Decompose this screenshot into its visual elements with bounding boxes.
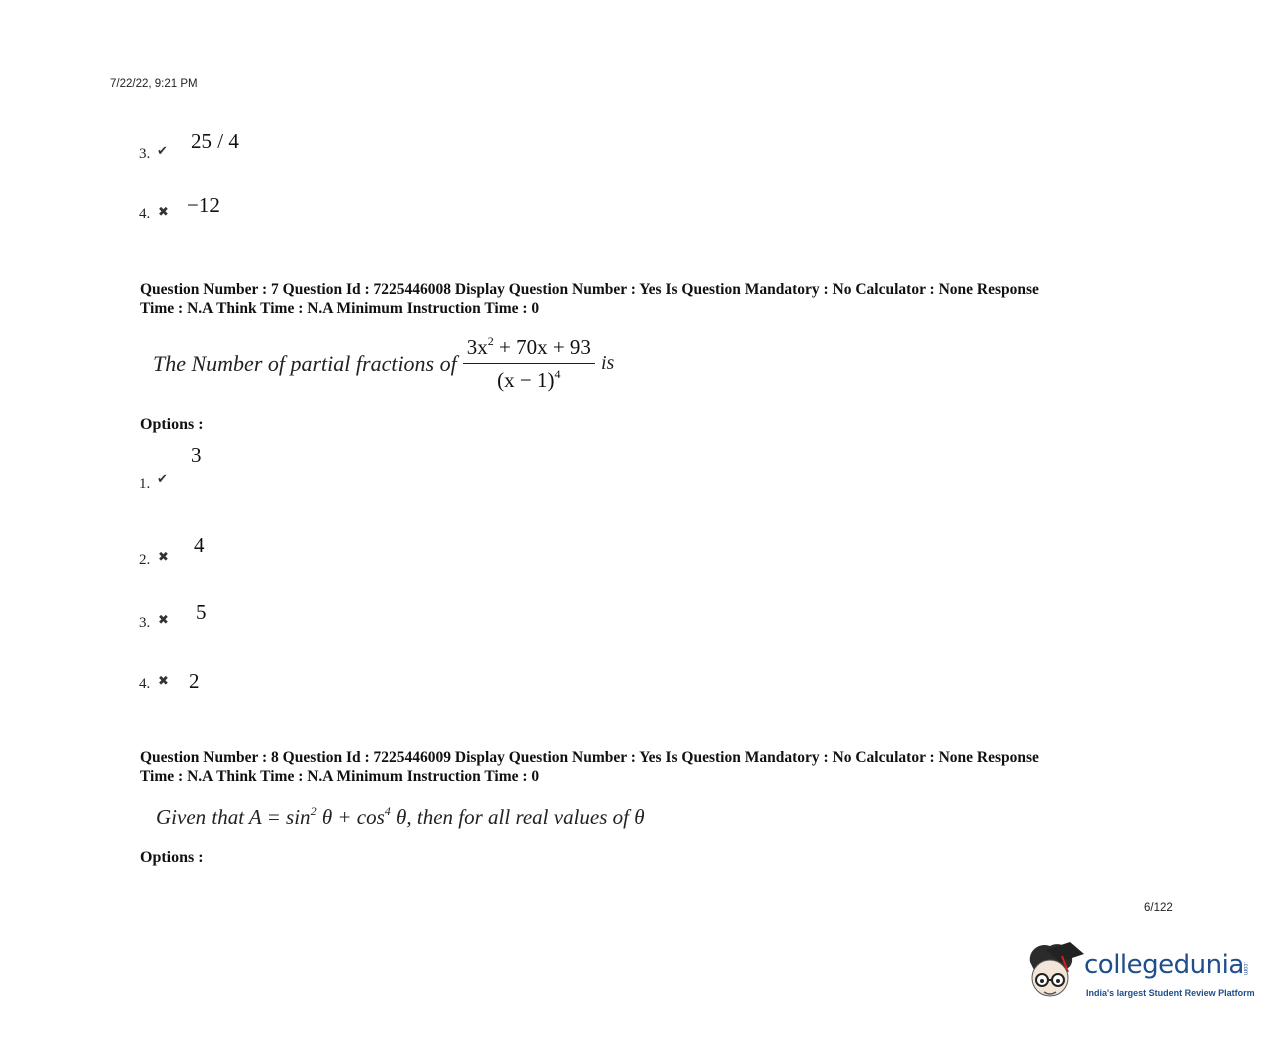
correct-check-icon: ✔ (157, 472, 168, 487)
fraction (463, 334, 595, 393)
option-value: 3 (191, 443, 202, 467)
option-value: 2 (189, 669, 200, 693)
collegedunia-logo-text: collegedunia (1084, 950, 1244, 980)
print-timestamp: 7/22/22, 9:21 PM (110, 78, 198, 90)
option-number: 3. (139, 146, 151, 162)
option-number: 1. (139, 476, 151, 492)
logo-domain-suffix: .com (1242, 962, 1248, 976)
collegedunia-mascot-icon (1024, 940, 1084, 1004)
option-value: 4 (194, 533, 205, 557)
page-number: 6/122 (1144, 902, 1173, 914)
fraction-numerator: $3x^2 + 70x + 93$ (463, 334, 595, 364)
question-text: The Number of partial fractions of (153, 350, 457, 376)
options-label: Options : (140, 849, 204, 866)
question-header-line: Question Number : 7 Question Id : 7225446008 Display Question Number : Yes Is Question Mandatory : No Calculator : None Response (140, 281, 1039, 298)
wrong-cross-icon: ✖ (158, 613, 169, 628)
option-number: 4. (139, 676, 151, 692)
wrong-cross-icon: ✖ (158, 550, 169, 565)
option-value: 25 / 4 (191, 129, 239, 153)
question-7-equation (153, 334, 614, 393)
question-header-line: Time : N.A Think Time : N.A Minimum Instruction Time : 0 (140, 300, 540, 317)
option-value: 5 (196, 600, 207, 624)
question-header-line: Time : N.A Think Time : N.A Minimum Instruction Time : 0 (140, 768, 540, 785)
collegedunia-tagline: India's largest Student Review Platform (1086, 988, 1255, 998)
wrong-cross-icon: ✖ (158, 205, 169, 220)
question-text-suffix: is (600, 352, 615, 374)
option-number: 2. (139, 552, 151, 568)
option-value: −12 (187, 193, 220, 217)
question-8-equation: Given that $A = \sin^2 \theta + \cos^4 \theta$, then for all real values of θ (156, 804, 645, 829)
wrong-cross-icon: ✖ (158, 674, 169, 689)
options-label: Options : (140, 416, 204, 433)
fraction-denominator: $(x - 1)^4$ (497, 367, 561, 392)
correct-check-icon: ✔ (157, 144, 168, 159)
option-number: 4. (139, 206, 151, 222)
question-7-header (140, 280, 1150, 318)
question-8-header (140, 748, 1150, 786)
option-number: 3. (139, 615, 151, 631)
question-header-line: Question Number : 8 Question Id : 7225446009 Display Question Number : Yes Is Question Mandatory : No Calculator : None Response (140, 749, 1039, 766)
